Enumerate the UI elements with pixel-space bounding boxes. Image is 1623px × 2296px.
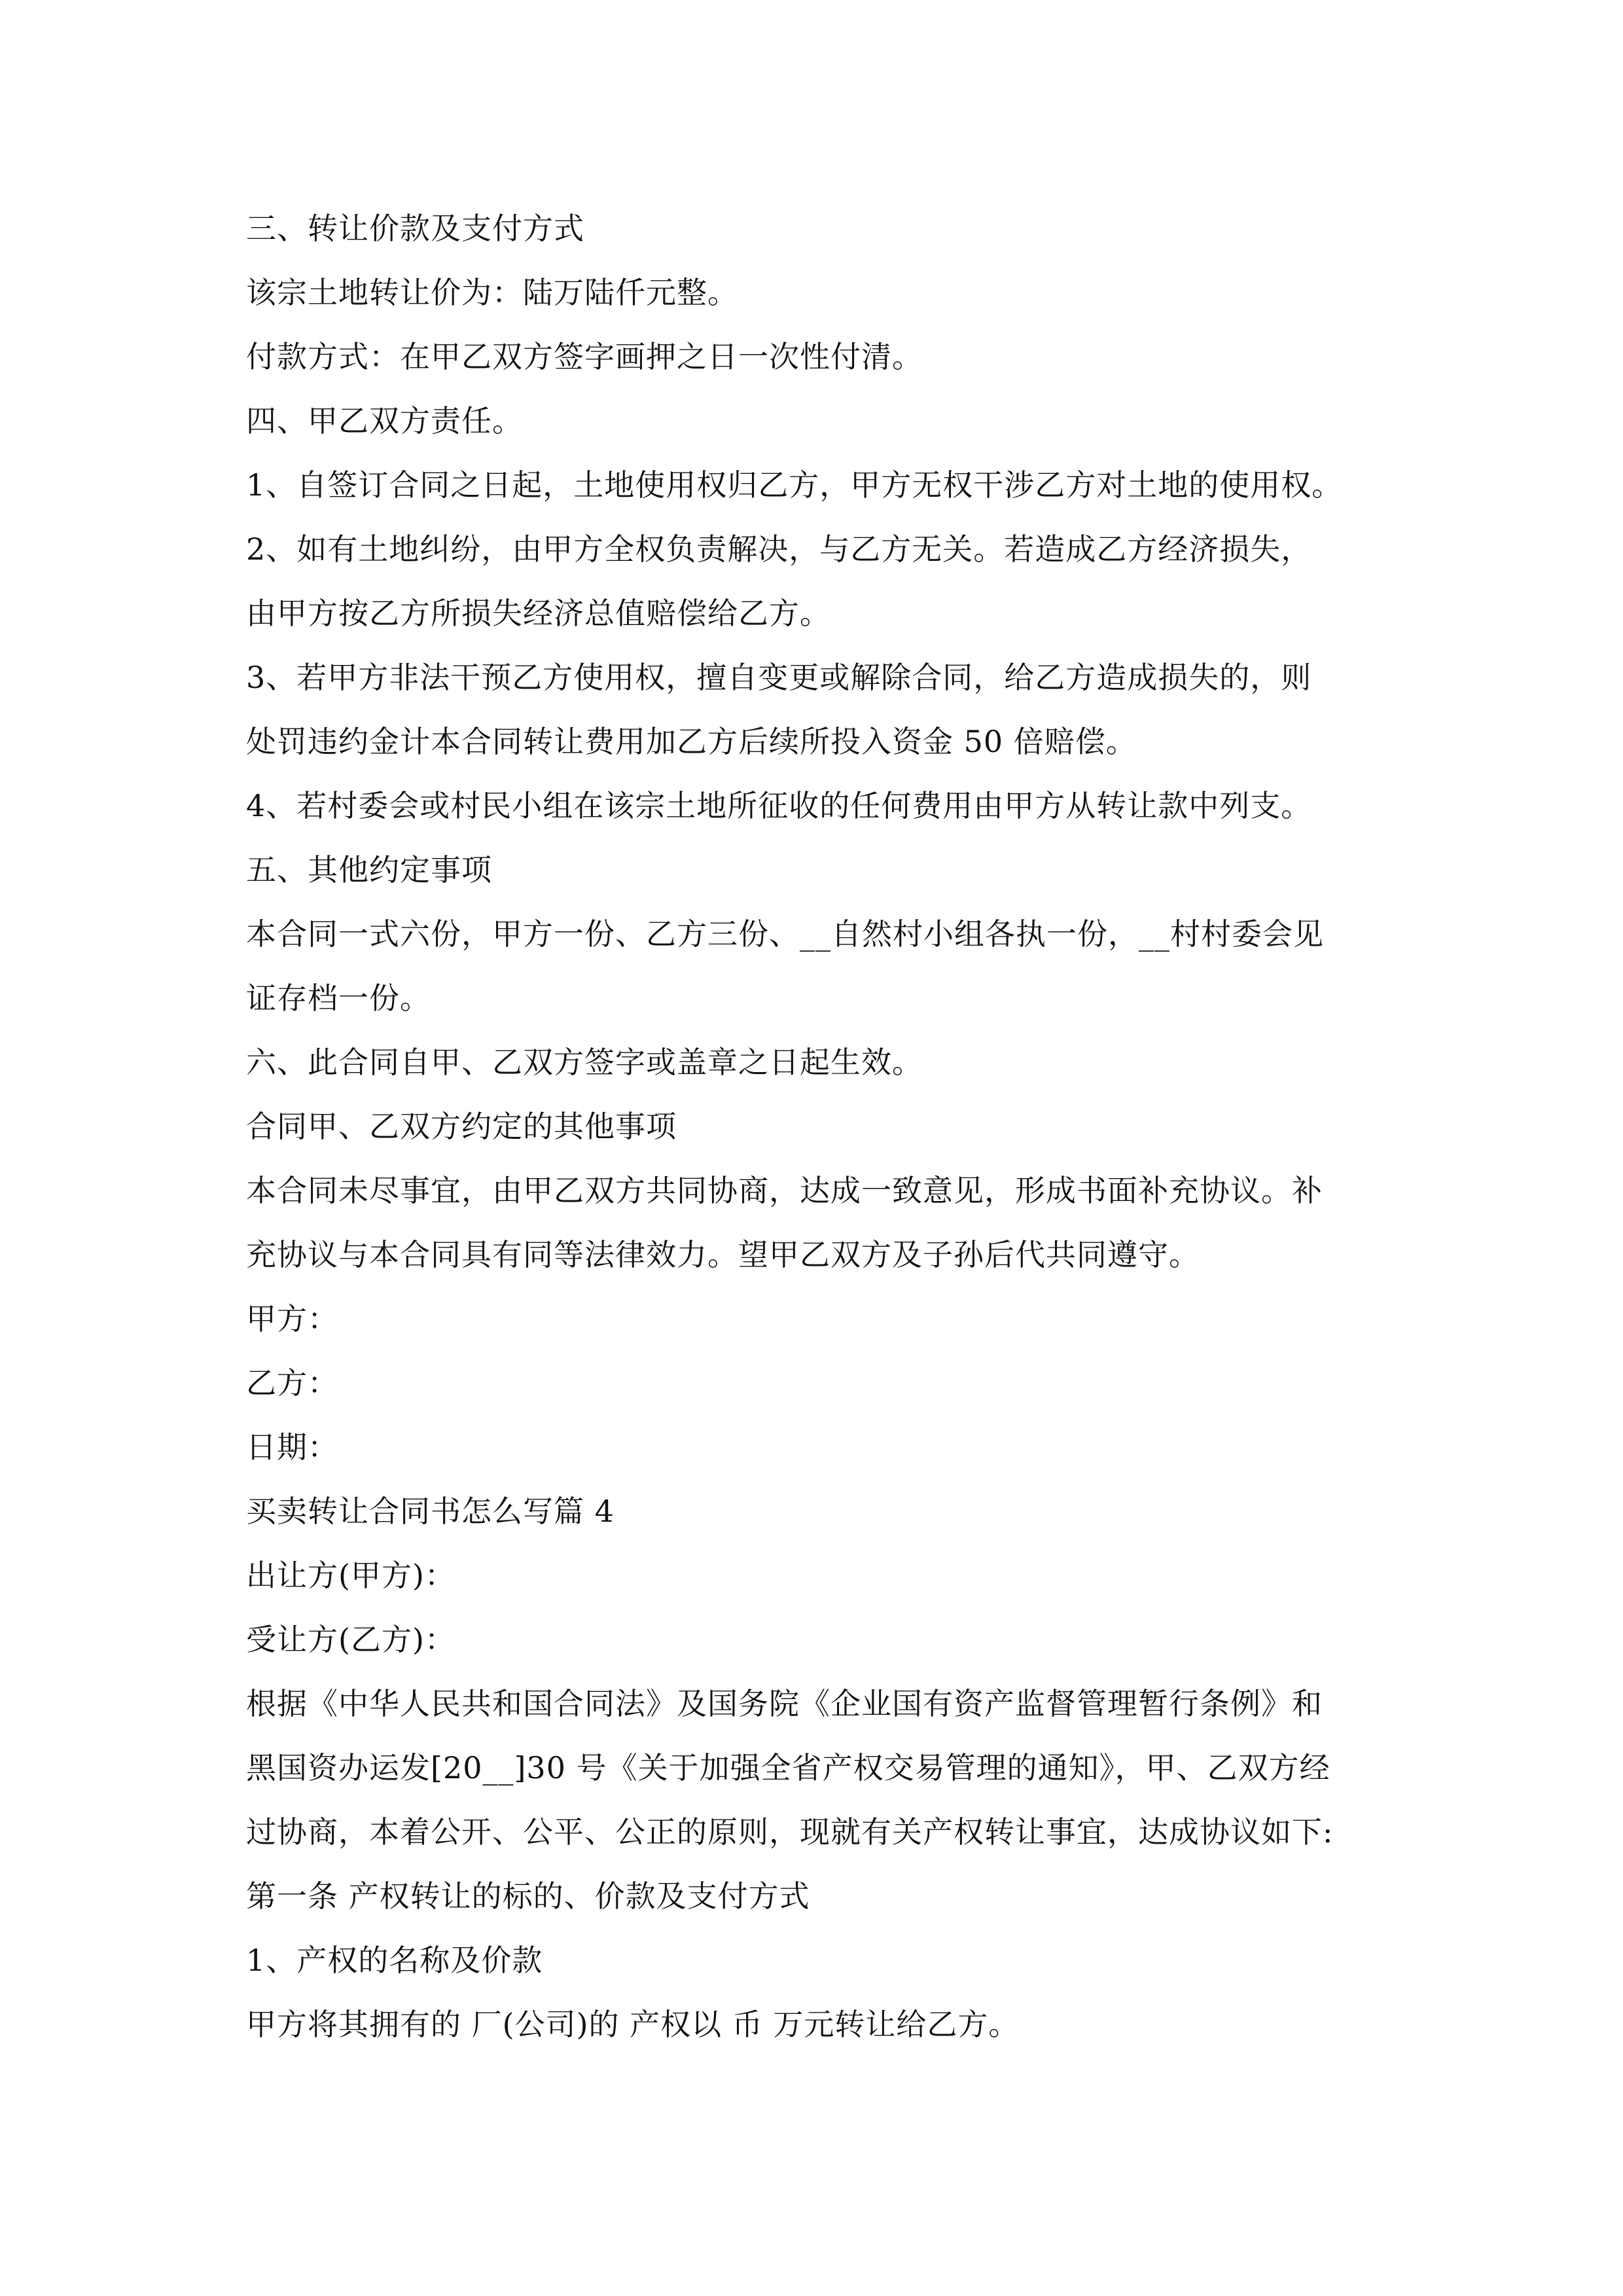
paragraph-line: 甲方将其拥有的 厂(公司)的 产权以 币 万元转让给乙方。	[246, 2007, 1020, 2042]
paragraph-line: 由甲方按乙方所损失经济总值赔偿给乙方。	[246, 596, 830, 631]
paragraph-line: 该宗土地转让价为：陆万陆仟元整。	[246, 275, 738, 310]
paragraph-line: 1、自签订合同之日起，土地使用权归乙方，甲方无权干涉乙方对土地的使用权。	[246, 467, 1343, 503]
paragraph-line: 付款方式：在甲乙双方签字画押之日一次性付清。	[246, 339, 923, 374]
paragraph-line: 本合同一式六份，甲方一份、乙方三份、__自然村小组各执一份，__村村委会见	[246, 916, 1324, 952]
article-title: 买卖转让合同书怎么写篇 4	[246, 1494, 615, 1529]
paragraph-line: 过协商，本着公开、公平、公正的原则，现就有关产权转让事宜，达成协议如下:	[246, 1814, 1334, 1850]
paragraph-line: 证存档一份。	[246, 980, 431, 1016]
paragraph-line: 本合同未尽事宜，由甲乙双方共同协商，达成一致意见，形成书面补充协议。补	[246, 1173, 1323, 1208]
section-heading-price-payment: 三、转让价款及支付方式	[246, 211, 584, 246]
signature-party-b: 乙方：	[246, 1365, 338, 1401]
paragraph-line: 3、若甲方非法干预乙方使用权，擅自变更或解除合同，给乙方造成损失的，则	[246, 660, 1312, 695]
section-heading-responsibilities: 四、甲乙双方责任。	[246, 403, 523, 439]
signature-party-a: 甲方：	[246, 1301, 338, 1336]
paragraph-line: 处罚违约金计本合同转让费用加乙方后续所投入资金 50 倍赔偿。	[246, 724, 1137, 759]
transferor-label: 出让方(甲方)：	[246, 1558, 455, 1593]
paragraph-line: 六、此合同自甲、乙双方签字或盖章之日起生效。	[246, 1045, 923, 1080]
paragraph-line: 4、若村委会或村民小组在该宗土地所征收的任何费用由甲方从转让款中列支。	[246, 788, 1312, 823]
transferee-label: 受让方(乙方)：	[246, 1622, 455, 1657]
paragraph-line: 黑国资办运发[20__]30 号《关于加强全省产权交易管理的通知》，甲、乙双方经	[246, 1750, 1330, 1785]
paragraph-line: 2、如有土地纠纷，由甲方全权负责解决，与乙方无关。若造成乙方经济损失，	[246, 531, 1312, 567]
paragraph-line: 1、产权的名称及价款	[246, 1943, 543, 1978]
paragraph-line: 合同甲、乙双方约定的其他事项	[246, 1109, 677, 1144]
signature-date: 日期：	[246, 1429, 338, 1465]
paragraph-line: 充协议与本合同具有同等法律效力。望甲乙双方及子孙后代共同遵守。	[246, 1237, 1200, 1272]
clause-heading: 第一条 产权转让的标的、价款及支付方式	[246, 1878, 810, 1914]
section-heading-other-matters: 五、其他约定事项	[246, 852, 492, 888]
document-body	[246, 196, 1411, 2056]
paragraph-line: 根据《中华人民共和国合同法》及国务院《企业国有资产监督管理暂行条例》和	[246, 1686, 1323, 1721]
